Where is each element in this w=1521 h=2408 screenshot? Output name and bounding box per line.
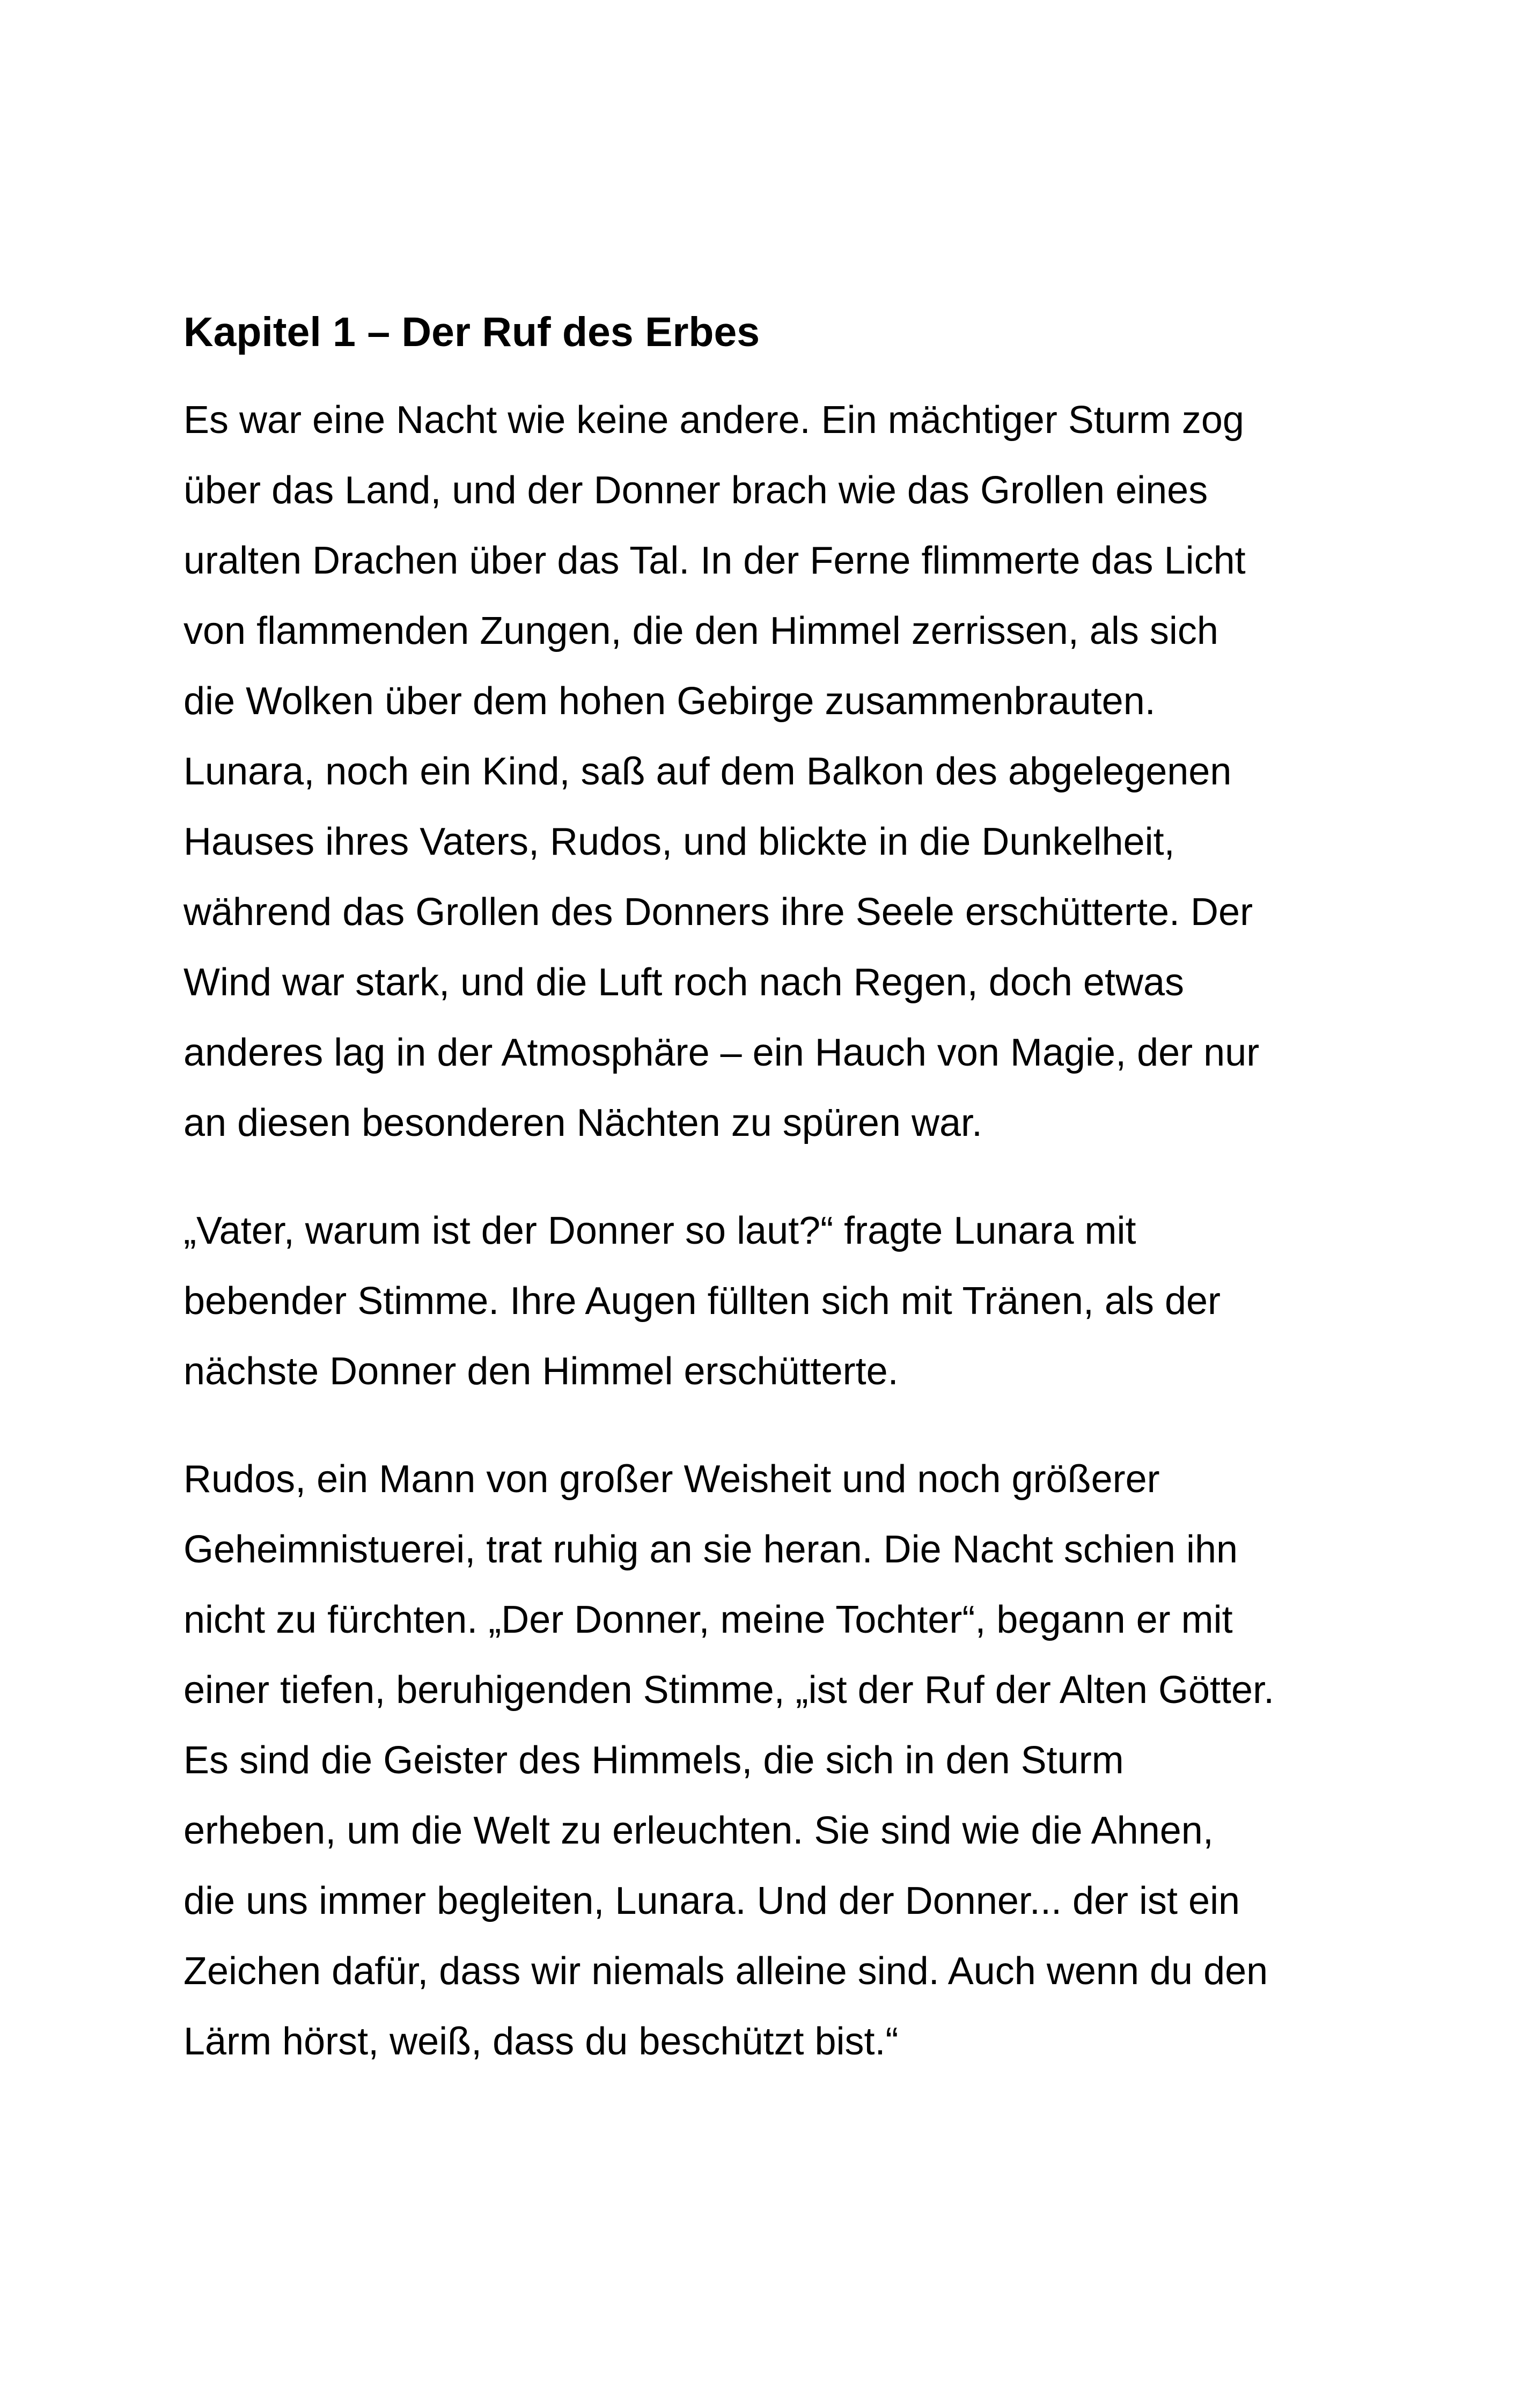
text-line: uralten Drachen über das Tal. In der Ferne flimmerte das Licht xyxy=(183,539,1246,582)
text-line: erheben, um die Welt zu erleuchten. Sie sind wie die Ahnen, xyxy=(183,1809,1214,1852)
text-line: die uns immer begleiten, Lunara. Und der Donner... der ist ein xyxy=(183,1880,1240,1922)
text-line: von flammenden Zungen, die den Himmel zerrissen, als sich xyxy=(183,610,1218,652)
text-line: bebender Stimme. Ihre Augen füllten sich mit Tränen, als der xyxy=(183,1280,1221,1323)
text-line: während das Grollen des Donners ihre Seele erschütterte. Der xyxy=(183,891,1253,934)
text-line: einer tiefen, beruhigenden Stimme, „ist der Ruf der Alten Götter. xyxy=(183,1669,1275,1712)
text-line: Geheimnistuerei, trat ruhig an sie heran. Die Nacht schien ihn xyxy=(183,1528,1238,1571)
text-line: Rudos, ein Mann von großer Weisheit und noch größerer xyxy=(183,1458,1160,1501)
text-line: die Wolken über dem hohen Gebirge zusammenbrauten. xyxy=(183,680,1156,723)
text-line: nicht zu fürchten. „Der Donner, meine Tochter“, begann er mit xyxy=(183,1598,1233,1641)
text-line: Es sind die Geister des Himmels, die sich in den Sturm xyxy=(183,1739,1124,1782)
paragraph-3 xyxy=(183,1444,1342,2077)
text-line: Es war eine Nacht wie keine andere. Ein mächtiger Sturm zog xyxy=(183,399,1244,442)
text-line: Lunara, noch ein Kind, saß auf dem Balkon des abgelegenen xyxy=(183,750,1232,793)
document-content xyxy=(183,308,1342,2077)
text-line: Hauses ihres Vaters, Rudos, und blickte in die Dunkelheit, xyxy=(183,820,1175,863)
text-line: über das Land, und der Donner brach wie das Grollen eines xyxy=(183,469,1208,512)
text-line: Lärm hörst, weiß, dass du beschützt bist.“ xyxy=(183,2020,899,2063)
text-line: nächste Donner den Himmel erschütterte. xyxy=(183,1350,899,1393)
text-line: an diesen besonderen Nächten zu spüren war. xyxy=(183,1102,983,1144)
text-line: anderes lag in der Atmosphäre – ein Hauch von Magie, der nur xyxy=(183,1031,1260,1074)
paragraph-1 xyxy=(183,385,1342,1158)
chapter-heading: Kapitel 1 – Der Ruf des Erbes xyxy=(183,309,760,355)
text-line: Zeichen dafür, dass wir niemals alleine sind. Auch wenn du den xyxy=(183,1950,1268,1993)
text-line: Wind war stark, und die Luft roch nach Regen, doch etwas xyxy=(183,961,1185,1004)
paragraph-2 xyxy=(183,1196,1342,1407)
text-line: „Vater, warum ist der Donner so laut?“ fragte Lunara mit xyxy=(183,1209,1136,1252)
